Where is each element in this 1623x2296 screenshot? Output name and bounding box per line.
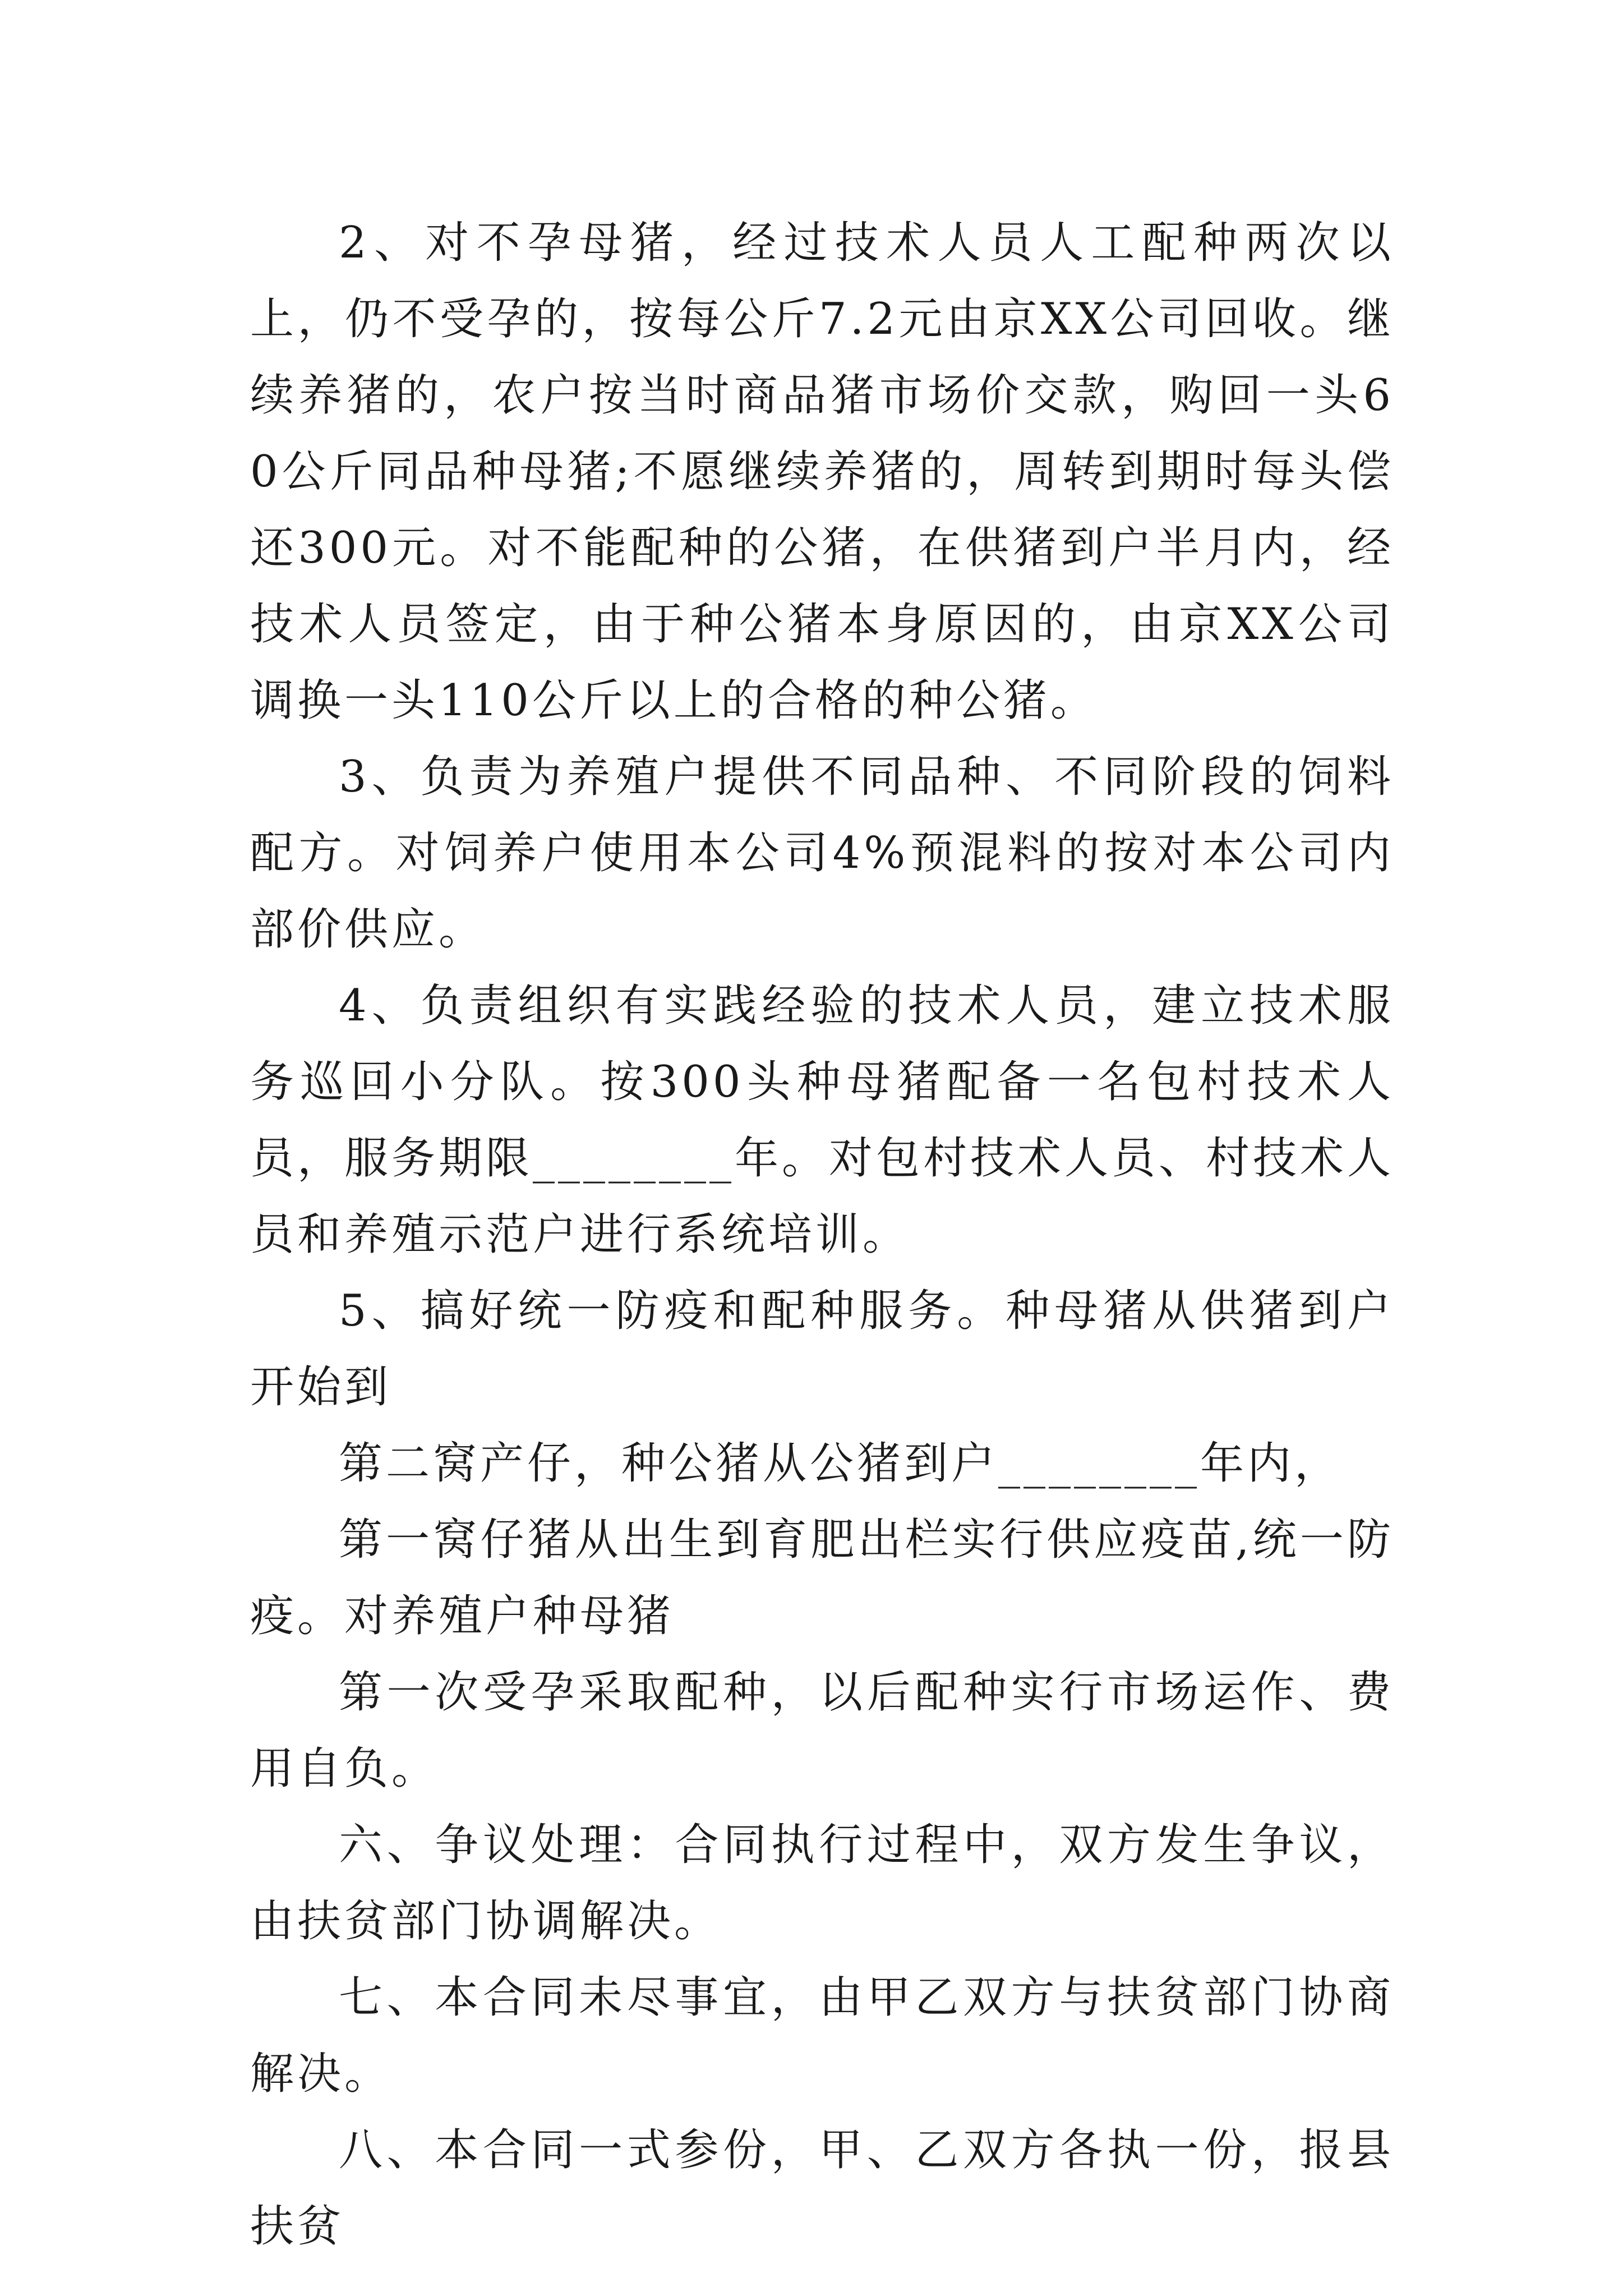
paragraph-clause-2: 2、对不孕母猪，经过技术人员人工配种两次以上，仍不受孕的，按每公斤7.2元由京XX公司回收。继续养猪的，农户按当时商品猪市场价交款，购回一头60公斤同品种母猪;不愿继续养猪的，周转到期时每头偿还300元。对不能配种的公猪，在供猪到户半月内，经技术人员签定，由于种公猪本身原因的，由京XX公司调换一头110公斤以上的合格的种公猪。	[250, 218, 1394, 726]
paragraph-clause-5: 5、搞好统一防疫和配种服务。种母猪从供猪到户开始到	[250, 1286, 1394, 1412]
document-body	[250, 205, 1394, 2265]
paragraph-copies: 八、本合同一式参份，甲、乙双方各执一份，报县扶贫	[250, 2125, 1394, 2252]
paragraph-clause-3: 3、负责为养殖户提供不同品种、不同阶段的饲料配方。对饲养户使用本公司4%预混料的按对本公司内部价供应。	[250, 752, 1394, 955]
paragraph-first-litter: 第一窝仔猪从出生到育肥出栏实行供应疫苗,统一防疫。对养殖户种母猪	[250, 1515, 1394, 1641]
paragraph-clause-4: 4、负责组织有实践经验的技术人员，建立技术服务巡回小分队。按300头种母猪配备一名包村技术人员，服务期限________年。对包村技术人员、村技术人员和养殖示范户进行系统培训。	[250, 981, 1395, 1260]
paragraph-first-breeding: 第一次受孕采取配种，以后配种实行市场运作、费用自负。	[250, 1667, 1394, 1794]
paragraph-unresolved-matters: 七、本合同未尽事宜，由甲乙双方与扶贫部门协商解决。	[250, 1972, 1394, 2099]
paragraph-second-litter: 第二窝产仔，种公猪从公猪到户________年内，	[339, 1438, 1342, 1489]
paragraph-dispute-resolution: 六、争议处理：合同执行过程中，双方发生争议，由扶贫部门协调解决。	[250, 1820, 1394, 1947]
